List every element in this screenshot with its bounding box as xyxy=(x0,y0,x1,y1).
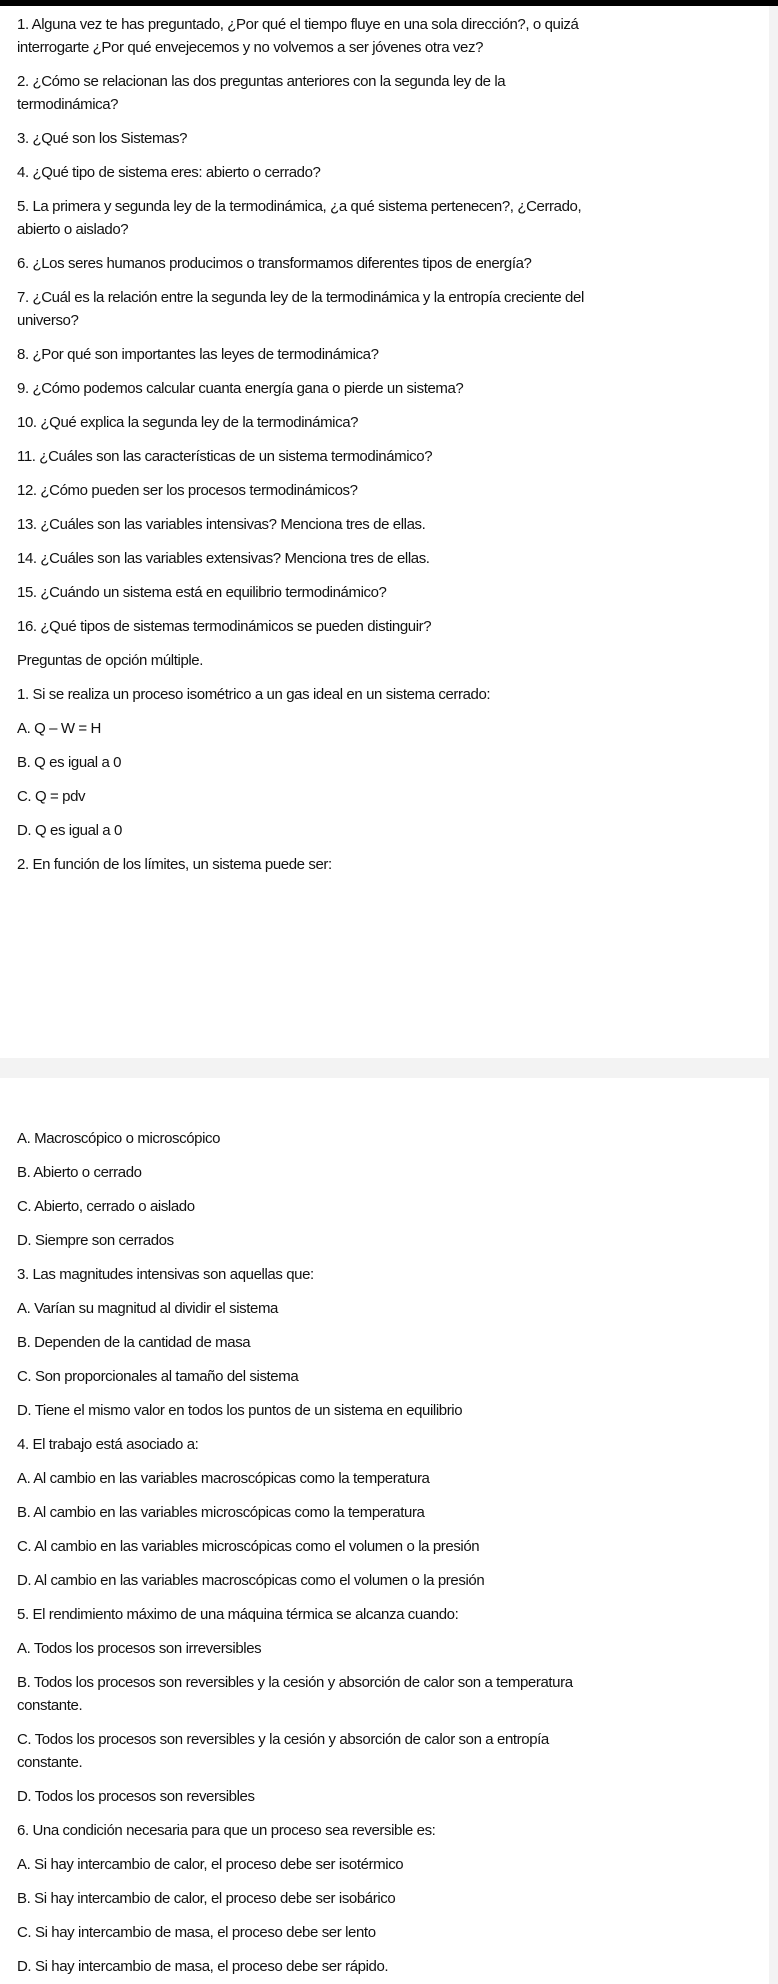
paragraph-line: termodinámica? xyxy=(17,96,119,113)
paragraph-line: 15. ¿Cuándo un sistema está en equilibrio termodinámico? xyxy=(17,584,387,601)
paragraph xyxy=(17,1161,769,1184)
paragraph-line: D. Siempre son cerrados xyxy=(17,1232,174,1249)
paragraph xyxy=(17,1195,769,1218)
paragraph-line: constante. xyxy=(17,1697,83,1714)
paragraph-line: C. Si hay intercambio de masa, el proceso debe ser lento xyxy=(17,1924,376,1941)
paragraph xyxy=(17,1671,769,1717)
paragraph xyxy=(17,252,769,275)
paragraph-line: 2. ¿Cómo se relacionan las dos preguntas anteriores con la segunda ley de la xyxy=(17,73,506,90)
paragraph xyxy=(17,1785,769,1808)
paragraph-line: 4. ¿Qué tipo de sistema eres: abierto o cerrado? xyxy=(17,164,321,181)
paragraph-line: 10. ¿Qué explica la segunda ley de la termodinámica? xyxy=(17,414,359,431)
paragraph-line: A. Varían su magnitud al dividir el sistema xyxy=(17,1300,278,1317)
paragraph xyxy=(17,377,769,400)
paragraph xyxy=(17,1921,769,1944)
paragraph xyxy=(17,547,769,570)
paragraph xyxy=(17,751,769,774)
paragraph-line: 3. Las magnitudes intensivas son aquellas que: xyxy=(17,1266,314,1283)
paragraph-line: interrogarte ¿Por qué envejecemos y no volvemos a ser jóvenes otra vez? xyxy=(17,39,484,56)
paragraph-line: C. Al cambio en las variables microscópicas como el volumen o la presión xyxy=(17,1538,480,1555)
paragraph-line: A. Al cambio en las variables macroscópicas como la temperatura xyxy=(17,1470,430,1487)
paragraph-line: 4. El trabajo está asociado a: xyxy=(17,1436,199,1453)
paragraph-line: 11. ¿Cuáles son las características de un sistema termodinámico? xyxy=(17,448,433,465)
paragraph-line: B. Abierto o cerrado xyxy=(17,1164,142,1181)
paragraph-line: D. Tiene el mismo valor en todos los puntos de un sistema en equilibrio xyxy=(17,1402,463,1419)
paragraph xyxy=(17,1603,769,1626)
paragraph-line: C. Q = pdv xyxy=(17,788,86,805)
paragraph-line: 9. ¿Cómo podemos calcular cuanta energía gana o pierde un sistema? xyxy=(17,380,464,397)
paragraph-line: 14. ¿Cuáles son las variables extensivas? Menciona tres de ellas. xyxy=(17,550,430,567)
paragraph-line: 2. En función de los límites, un sistema puede ser: xyxy=(17,856,332,873)
paragraph xyxy=(17,853,769,876)
paragraph-line: C. Son proporcionales al tamaño del sistema xyxy=(17,1368,299,1385)
paragraph xyxy=(17,1297,769,1320)
paragraph-line: C. Todos los procesos son reversibles y la cesión y absorción de calor son a entropía xyxy=(17,1731,549,1748)
paragraph-line: B. Si hay intercambio de calor, el proceso debe ser isobárico xyxy=(17,1890,396,1907)
paragraph-line: B. Al cambio en las variables microscópicas como la temperatura xyxy=(17,1504,425,1521)
paragraph-line: 6. ¿Los seres humanos producimos o transformamos diferentes tipos de energía? xyxy=(17,255,532,272)
paragraph-line: 1. Si se realiza un proceso isométrico a un gas ideal en un sistema cerrado: xyxy=(17,686,491,703)
document-page-2 xyxy=(0,1078,769,1984)
paragraph xyxy=(17,1535,769,1558)
paragraph-line: A. Todos los procesos son irreversibles xyxy=(17,1640,262,1657)
paragraph-line: 6. Una condición necesaria para que un proceso sea reversible es: xyxy=(17,1822,436,1839)
paragraph-line: 1. Alguna vez te has preguntado, ¿Por qué el tiempo fluye en una sola dirección?, o quizá xyxy=(17,16,579,33)
paragraph xyxy=(17,683,769,706)
paragraph xyxy=(17,1569,769,1592)
paragraph-line: abierto o aislado? xyxy=(17,221,129,238)
paragraph-line: B. Todos los procesos son reversibles y la cesión y absorción de calor son a temperatura xyxy=(17,1674,573,1691)
paragraph-line: B. Q es igual a 0 xyxy=(17,754,122,771)
paragraph xyxy=(17,445,769,468)
paragraph xyxy=(17,785,769,808)
paragraph xyxy=(17,411,769,434)
paragraph-line: universo? xyxy=(17,312,79,329)
paragraph xyxy=(17,70,769,116)
paragraph-line: Preguntas de opción múltiple. xyxy=(17,652,204,669)
paragraph xyxy=(17,819,769,842)
paragraph-line: 5. El rendimiento máximo de una máquina térmica se alcanza cuando: xyxy=(17,1606,459,1623)
paragraph xyxy=(17,127,769,150)
paragraph-line: 13. ¿Cuáles son las variables intensivas? Menciona tres de ellas. xyxy=(17,516,426,533)
paragraph xyxy=(17,717,769,740)
paragraph-line: 16. ¿Qué tipos de sistemas termodinámicos se pueden distinguir? xyxy=(17,618,432,635)
paragraph xyxy=(17,513,769,536)
paragraph xyxy=(17,1399,769,1422)
paragraph xyxy=(17,13,769,59)
paragraph xyxy=(17,615,769,638)
paragraph-line: A. Q – W = H xyxy=(17,720,101,737)
paragraph xyxy=(17,1467,769,1490)
paragraph xyxy=(17,1887,769,1910)
paragraph-line: 8. ¿Por qué son importantes las leyes de termodinámica? xyxy=(17,346,379,363)
paragraph-line: D. Q es igual a 0 xyxy=(17,822,122,839)
paragraph xyxy=(17,1819,769,1842)
paragraph-line: constante. xyxy=(17,1754,83,1771)
paragraph xyxy=(17,581,769,604)
document-page-1 xyxy=(0,6,769,1058)
paragraph xyxy=(17,1853,769,1876)
paragraph xyxy=(17,161,769,184)
paragraph-line: 12. ¿Cómo pueden ser los procesos termodinámicos? xyxy=(17,482,358,499)
paragraph xyxy=(17,1955,769,1978)
paragraph-line: 5. La primera y segunda ley de la termodinámica, ¿a qué sistema pertenecen?, ¿Cerrado, xyxy=(17,198,582,215)
paragraph-line: A. Macroscópico o microscópico xyxy=(17,1130,221,1147)
paragraph xyxy=(17,1229,769,1252)
paragraph xyxy=(17,479,769,502)
paragraph xyxy=(17,286,769,332)
paragraph-line: D. Al cambio en las variables macroscópicas como el volumen o la presión xyxy=(17,1572,485,1589)
paragraph xyxy=(17,343,769,366)
paragraph xyxy=(17,1501,769,1524)
paragraph xyxy=(17,1331,769,1354)
paragraph-line: D. Todos los procesos son reversibles xyxy=(17,1788,255,1805)
paragraph-line: 7. ¿Cuál es la relación entre la segunda ley de la termodinámica y la entropía creciente del xyxy=(17,289,584,306)
paragraph xyxy=(17,195,769,241)
paragraph-line: 3. ¿Qué son los Sistemas? xyxy=(17,130,188,147)
paragraph-line: A. Si hay intercambio de calor, el proceso debe ser isotérmico xyxy=(17,1856,404,1873)
paragraph xyxy=(17,1365,769,1388)
paragraph-line: C. Abierto, cerrado o aislado xyxy=(17,1198,195,1215)
paragraph xyxy=(17,1433,769,1456)
paragraph xyxy=(17,1263,769,1286)
paragraph-line: B. Dependen de la cantidad de masa xyxy=(17,1334,251,1351)
paragraph-line: D. Si hay intercambio de masa, el proceso debe ser rápido. xyxy=(17,1958,389,1975)
paragraph xyxy=(17,1127,769,1150)
paragraph xyxy=(17,1637,769,1660)
paragraph xyxy=(17,1728,769,1774)
paragraph xyxy=(17,649,769,672)
